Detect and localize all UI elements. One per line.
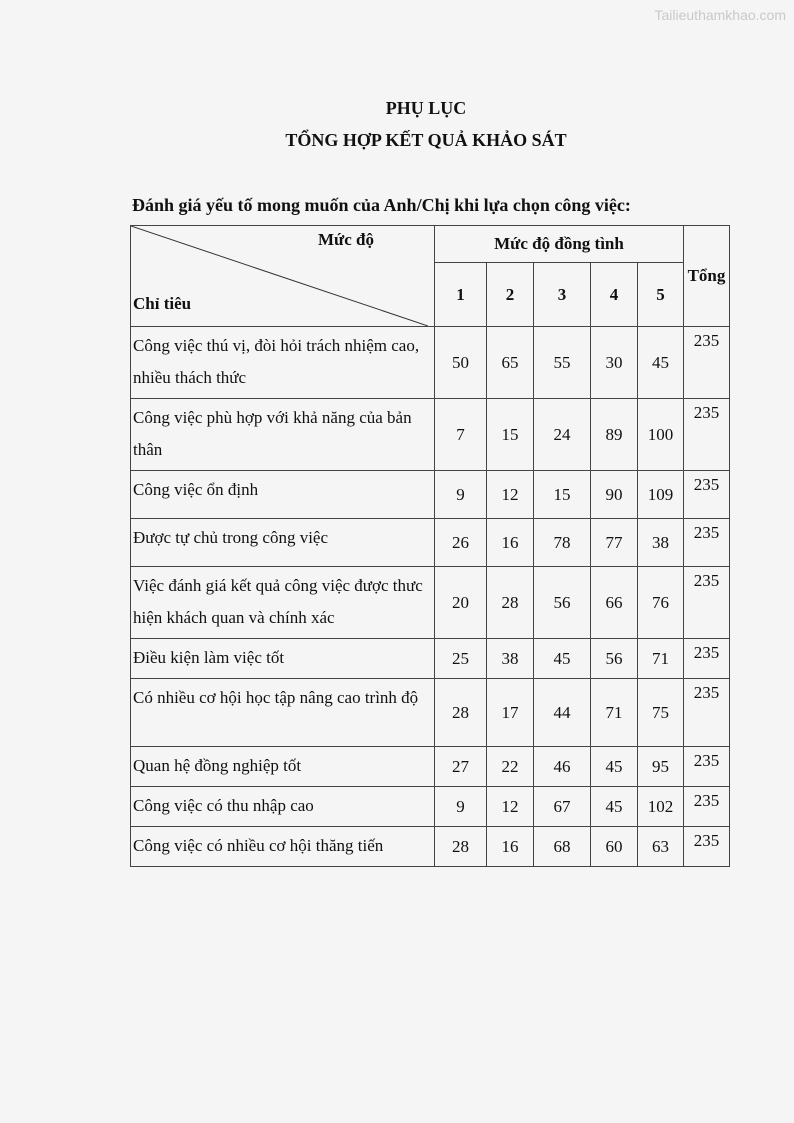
table-row — [131, 567, 730, 639]
level-5-count: 75 — [638, 679, 684, 747]
row-total: 235 — [684, 471, 730, 519]
level-1-count: 26 — [435, 519, 487, 567]
level-4-count: 30 — [591, 327, 638, 399]
table-caption: Đánh giá yếu tố mong muốn của Anh/Chị khi lựa chọn công việc: — [132, 195, 631, 215]
table-row — [131, 747, 730, 787]
level-3-count: 45 — [534, 639, 591, 679]
survey-results-title: TỔNG HỢP KẾT QUẢ KHẢO SÁT — [285, 130, 567, 150]
level-2-count: 12 — [487, 471, 534, 519]
level-5-count: 76 — [638, 567, 684, 639]
table-row — [131, 787, 730, 827]
level-1-count: 28 — [435, 679, 487, 747]
level-3-count: 24 — [534, 399, 591, 471]
level-5-count: 38 — [638, 519, 684, 567]
level-4-count: 66 — [591, 567, 638, 639]
level-3-count: 44 — [534, 679, 591, 747]
level-1-count: 7 — [435, 399, 487, 471]
agreement-group-header: Mức độ đồng tình — [435, 226, 684, 263]
level-1-count: 25 — [435, 639, 487, 679]
criterion-label: Việc đánh giá kết quả công việc được thưc hiện khách quan và chính xác — [131, 567, 435, 639]
row-total: 235 — [684, 747, 730, 787]
row-total: 235 — [684, 567, 730, 639]
row-total: 235 — [684, 679, 730, 747]
level-header-4: 4 — [591, 263, 638, 327]
level-5-count: 95 — [638, 747, 684, 787]
table-row — [131, 827, 730, 867]
level-3-count: 67 — [534, 787, 591, 827]
table-row — [131, 679, 730, 747]
criterion-label: Công việc thú vị, đòi hỏi trách nhiệm cao, nhiều thách thức — [131, 327, 435, 399]
level-5-count: 63 — [638, 827, 684, 867]
level-4-count: 45 — [591, 787, 638, 827]
level-2-count: 16 — [487, 827, 534, 867]
level-header-3: 3 — [534, 263, 591, 327]
level-4-count: 60 — [591, 827, 638, 867]
row-total: 235 — [684, 827, 730, 867]
level-header-1: 1 — [435, 263, 487, 327]
corner-top-label: Mức độ — [318, 230, 374, 249]
level-5-count: 102 — [638, 787, 684, 827]
table-row — [131, 519, 730, 567]
level-1-count: 9 — [435, 787, 487, 827]
level-1-count: 27 — [435, 747, 487, 787]
level-2-count: 22 — [487, 747, 534, 787]
row-total: 235 — [684, 519, 730, 567]
table-row — [131, 327, 730, 399]
level-3-count: 68 — [534, 827, 591, 867]
level-2-count: 17 — [487, 679, 534, 747]
level-3-count: 55 — [534, 327, 591, 399]
level-1-count: 9 — [435, 471, 487, 519]
total-header: Tổng — [684, 226, 730, 327]
level-1-count: 50 — [435, 327, 487, 399]
criterion-label: Được tự chủ trong công việc — [131, 519, 435, 567]
row-total: 235 — [684, 327, 730, 399]
level-5-count: 71 — [638, 639, 684, 679]
level-5-count: 100 — [638, 399, 684, 471]
criterion-label: Quan hệ đồng nghiệp tốt — [131, 747, 435, 787]
level-4-count: 56 — [591, 639, 638, 679]
criterion-label: Điều kiện làm việc tốt — [131, 639, 435, 679]
level-2-count: 65 — [487, 327, 534, 399]
criterion-label: Công việc phù hợp với khả năng của bản thân — [131, 399, 435, 471]
level-header-5: 5 — [638, 263, 684, 327]
level-5-count: 45 — [638, 327, 684, 399]
row-total: 235 — [684, 639, 730, 679]
criterion-label: Công việc ổn định — [131, 471, 435, 519]
row-total: 235 — [684, 399, 730, 471]
level-2-count: 38 — [487, 639, 534, 679]
level-2-count: 15 — [487, 399, 534, 471]
level-5-count: 109 — [638, 471, 684, 519]
level-3-count: 46 — [534, 747, 591, 787]
level-3-count: 15 — [534, 471, 591, 519]
criterion-label: Công việc có thu nhập cao — [131, 787, 435, 827]
level-2-count: 16 — [487, 519, 534, 567]
criterion-label: Công việc có nhiều cơ hội thăng tiến — [131, 827, 435, 867]
level-4-count: 89 — [591, 399, 638, 471]
level-1-count: 28 — [435, 827, 487, 867]
level-4-count: 77 — [591, 519, 638, 567]
corner-bottom-label: Chỉ tiêu — [133, 294, 192, 313]
table-row — [131, 639, 730, 679]
watermark: Tailieuthamkhao.com — [654, 7, 786, 23]
level-3-count: 78 — [534, 519, 591, 567]
level-2-count: 12 — [487, 787, 534, 827]
level-3-count: 56 — [534, 567, 591, 639]
appendix-title: PHỤ LỤC — [385, 98, 467, 118]
level-2-count: 28 — [487, 567, 534, 639]
level-4-count: 71 — [591, 679, 638, 747]
level-1-count: 20 — [435, 567, 487, 639]
survey-table — [130, 225, 730, 867]
level-4-count: 90 — [591, 471, 638, 519]
level-4-count: 45 — [591, 747, 638, 787]
level-header-2: 2 — [487, 263, 534, 327]
table-row — [131, 471, 730, 519]
table-row — [131, 399, 730, 471]
corner-header-cell — [131, 226, 435, 327]
row-total: 235 — [684, 787, 730, 827]
criterion-label: Có nhiều cơ hội học tập nâng cao trình độ — [131, 679, 435, 747]
